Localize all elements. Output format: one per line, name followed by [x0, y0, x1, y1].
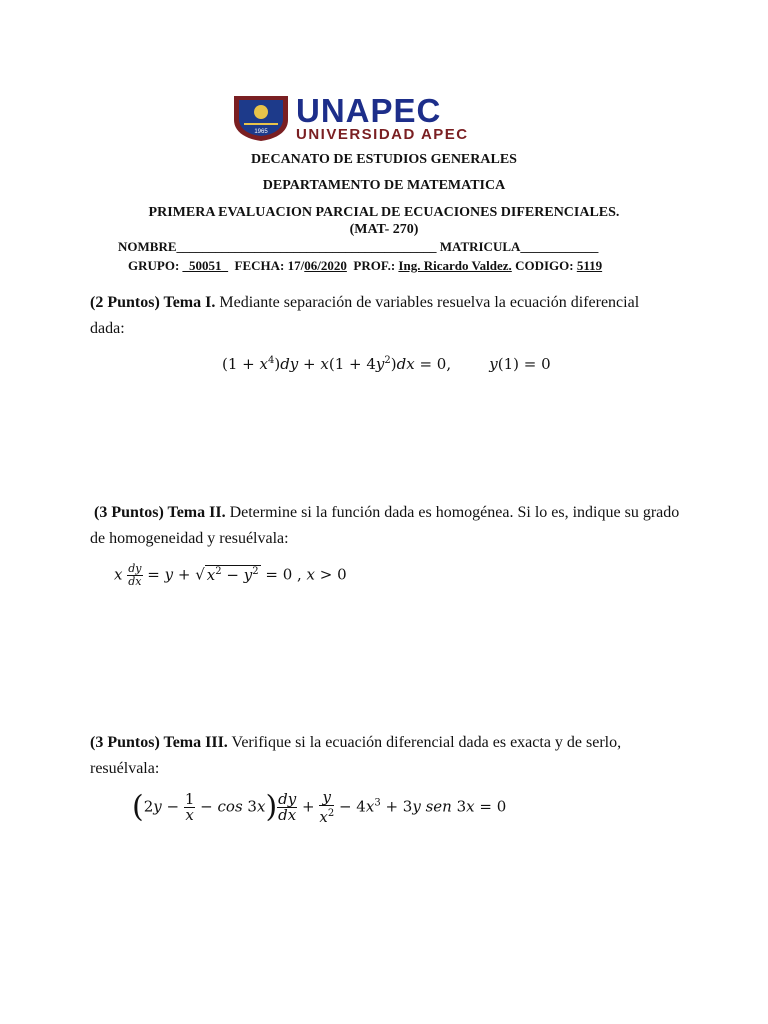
- question-1-points: (2 Puntos) Tema I.: [90, 294, 216, 311]
- codigo-label: CODIGO:: [515, 258, 574, 273]
- fecha-value: 17/06/2020: [287, 258, 347, 273]
- matricula-label: MATRICULA: [439, 239, 521, 254]
- prof-label: PROF.:: [353, 258, 396, 273]
- fecha-label: FECHA:: [234, 258, 285, 273]
- course-code: (MAT- 270): [349, 222, 419, 237]
- codigo-value: 5119: [576, 258, 603, 273]
- matricula-field: ____________: [520, 239, 599, 254]
- question-1-equation: $(1 + x^4)dy + x(1 + 4y^2)dx = 0$, y(1) = 0: [222, 355, 551, 373]
- grupo-value: _50051_: [182, 258, 229, 273]
- grupo-label: GRUPO:: [128, 258, 180, 273]
- nombre-label: NOMBRE: [118, 239, 177, 254]
- name-matricula-row: [118, 239, 598, 255]
- question-2-points: (3 Puntos) Tema II.: [94, 504, 226, 521]
- question-1-prompt: Mediante separación de variables resuelva la ecuación diferencial dada:: [90, 294, 640, 337]
- question-3-points: (3 Puntos) Tema III.: [90, 734, 228, 751]
- question-3-text: [90, 730, 670, 782]
- prof-value: Ing. Ricardo Valdez.: [398, 258, 512, 273]
- university-logo: [232, 94, 536, 142]
- question-3-equation: (2y − $\frac{1}{x}$ − cos 3x) $\frac{dy}{dx}$ + $\frac{y}{x^2}$ − $4x^3 + 3y$ sen 3x = 0: [132, 788, 507, 826]
- question-1-text: [90, 290, 650, 342]
- exam-title: PRIMERA EVALUACION PARCIAL DE ECUACIONES DIFERENCIALES.: [148, 205, 620, 220]
- question-2-prompt: Determine si la función dada es homogénea. Si lo es, indique su grado de homogeneidad y resuélvala:: [90, 504, 680, 547]
- question-3-prompt: Verifique si la ecuación diferencial dada es exacta y de serlo, resuélvala:: [90, 734, 622, 777]
- nombre-field: ________________________________________: [176, 239, 437, 254]
- svg-text:UNAPEC: UNAPEC: [296, 94, 442, 129]
- dean-office-heading: DECANATO DE ESTUDIOS GENERALES: [251, 152, 517, 167]
- question-2-text: [90, 500, 690, 552]
- svg-text:1965: 1965: [254, 129, 268, 135]
- svg-text:UNIVERSIDAD APEC: UNIVERSIDAD APEC: [296, 126, 469, 142]
- question-2-equation: x $\frac{dy}{dx}$ = y + √ $x^2 - y^2 = 0$ , x > 0: [114, 562, 347, 588]
- department-heading: DEPARTAMENTO DE MATEMATICA: [262, 178, 506, 193]
- group-date-row: [128, 258, 602, 274]
